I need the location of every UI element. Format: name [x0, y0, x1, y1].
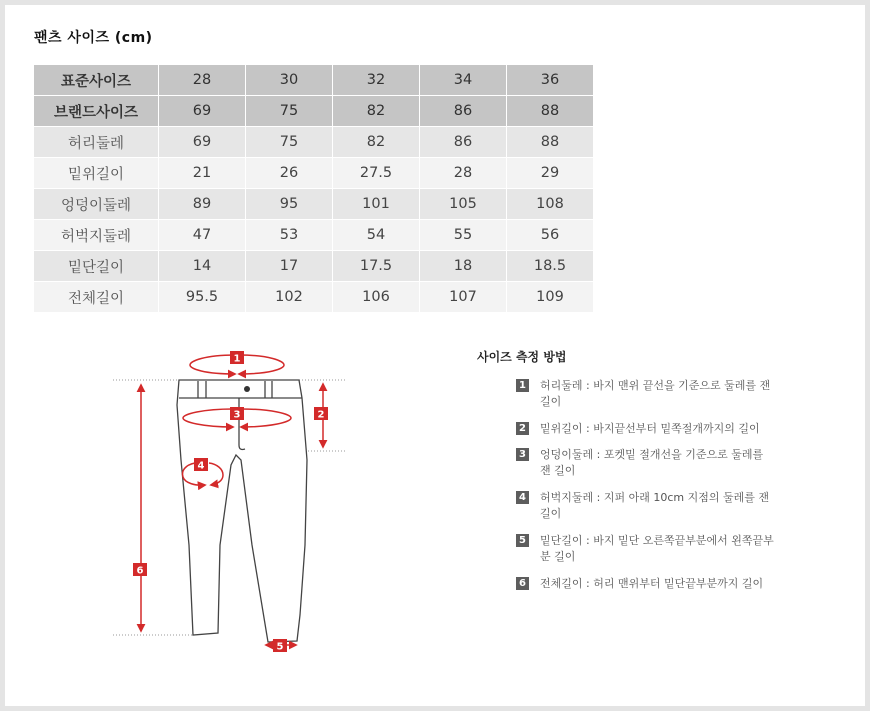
step-text: 밑위길이 : 바지끝선부터 밑쪽절개까지의 길이	[540, 422, 760, 435]
table-row	[34, 127, 594, 158]
step-number-badge: 5	[516, 534, 529, 547]
row-label: 브랜드사이즈	[34, 96, 159, 127]
table-cell: 107	[420, 282, 507, 313]
table-row	[34, 158, 594, 189]
step-text: 밑단길이 : 바지 밑단 오른쪽끝부분에서 왼쪽끝부분 길이	[540, 534, 774, 563]
table-cell: 18	[420, 251, 507, 282]
step-text: 허벅지둘레 : 지퍼 아래 10cm 지점의 둘레를 잰 길이	[540, 491, 769, 520]
measure-2-rise	[314, 384, 328, 447]
table-cell: 26	[246, 158, 333, 189]
table-cell: 89	[159, 189, 246, 220]
pants-diagram	[105, 335, 365, 665]
method-title: 사이즈 측정 방법	[477, 350, 567, 364]
row-label: 엉덩이둘레	[34, 189, 159, 220]
table-cell: 108	[507, 189, 594, 220]
table-row	[34, 282, 594, 313]
table-cell: 86	[420, 127, 507, 158]
table-row	[34, 220, 594, 251]
table-cell: 32	[333, 65, 420, 96]
table-cell: 95	[246, 189, 333, 220]
row-label: 표준사이즈	[34, 65, 159, 96]
table-cell: 69	[159, 127, 246, 158]
table-cell: 36	[507, 65, 594, 96]
step-number-badge: 6	[516, 577, 529, 590]
table-row	[34, 189, 594, 220]
marker-4: 4	[197, 460, 205, 472]
step-number-badge: 4	[516, 491, 529, 504]
table-cell: 55	[420, 220, 507, 251]
table-cell: 101	[333, 189, 420, 220]
table-cell: 95.5	[159, 282, 246, 313]
table-cell: 17.5	[333, 251, 420, 282]
row-label: 밑위길이	[34, 158, 159, 189]
table-cell: 75	[246, 127, 333, 158]
method-step	[516, 421, 776, 437]
size-table	[34, 65, 594, 313]
table-cell: 53	[246, 220, 333, 251]
method-step	[516, 490, 776, 522]
step-number-badge: 1	[516, 379, 529, 392]
method-step	[516, 447, 776, 479]
table-cell: 17	[246, 251, 333, 282]
method-step	[516, 378, 776, 410]
row-label: 밑단길이	[34, 251, 159, 282]
button-icon	[244, 386, 250, 392]
table-cell: 21	[159, 158, 246, 189]
marker-1: 1	[233, 353, 241, 365]
table-cell: 106	[333, 282, 420, 313]
table-cell: 29	[507, 158, 594, 189]
table-cell: 30	[246, 65, 333, 96]
table-cell: 54	[333, 220, 420, 251]
table-cell: 18.5	[507, 251, 594, 282]
marker-6: 6	[136, 565, 144, 577]
table-cell: 28	[159, 65, 246, 96]
marker-2: 2	[317, 409, 325, 421]
table-cell: 14	[159, 251, 246, 282]
table-cell: 34	[420, 65, 507, 96]
table-row	[34, 65, 594, 96]
measure-1-waist	[190, 351, 284, 374]
step-text: 전체길이 : 허리 맨위부터 밑단끝부분까지 길이	[540, 577, 764, 590]
table-row	[34, 251, 594, 282]
table-cell: 109	[507, 282, 594, 313]
table-cell: 47	[159, 220, 246, 251]
row-label: 허벅지둘레	[34, 220, 159, 251]
table-row	[34, 96, 594, 127]
table-cell: 86	[420, 96, 507, 127]
table-cell: 75	[246, 96, 333, 127]
step-text: 허리둘레 : 바지 맨위 끝선을 기준으로 둘레를 잰 길이	[540, 379, 771, 408]
row-label: 전체길이	[34, 282, 159, 313]
table-cell: 88	[507, 96, 594, 127]
marker-5: 5	[276, 641, 284, 653]
table-cell: 82	[333, 96, 420, 127]
page-title: 팬츠 사이즈 (cm)	[34, 30, 153, 46]
table-cell: 105	[420, 189, 507, 220]
table-cell: 102	[246, 282, 333, 313]
method-step	[516, 576, 776, 592]
table-cell: 88	[507, 127, 594, 158]
method-step	[516, 533, 776, 565]
step-number-badge: 2	[516, 422, 529, 435]
measure-6-length	[133, 385, 147, 631]
step-number-badge: 3	[516, 448, 529, 461]
step-text: 엉덩이둘레 : 포켓밑 절개선을 기준으로 둘레를 잰 길이	[540, 448, 764, 477]
table-cell: 82	[333, 127, 420, 158]
table-cell: 56	[507, 220, 594, 251]
marker-3: 3	[233, 409, 241, 421]
table-cell: 27.5	[333, 158, 420, 189]
table-cell: 28	[420, 158, 507, 189]
table-cell: 69	[159, 96, 246, 127]
row-label: 허리둘레	[34, 127, 159, 158]
